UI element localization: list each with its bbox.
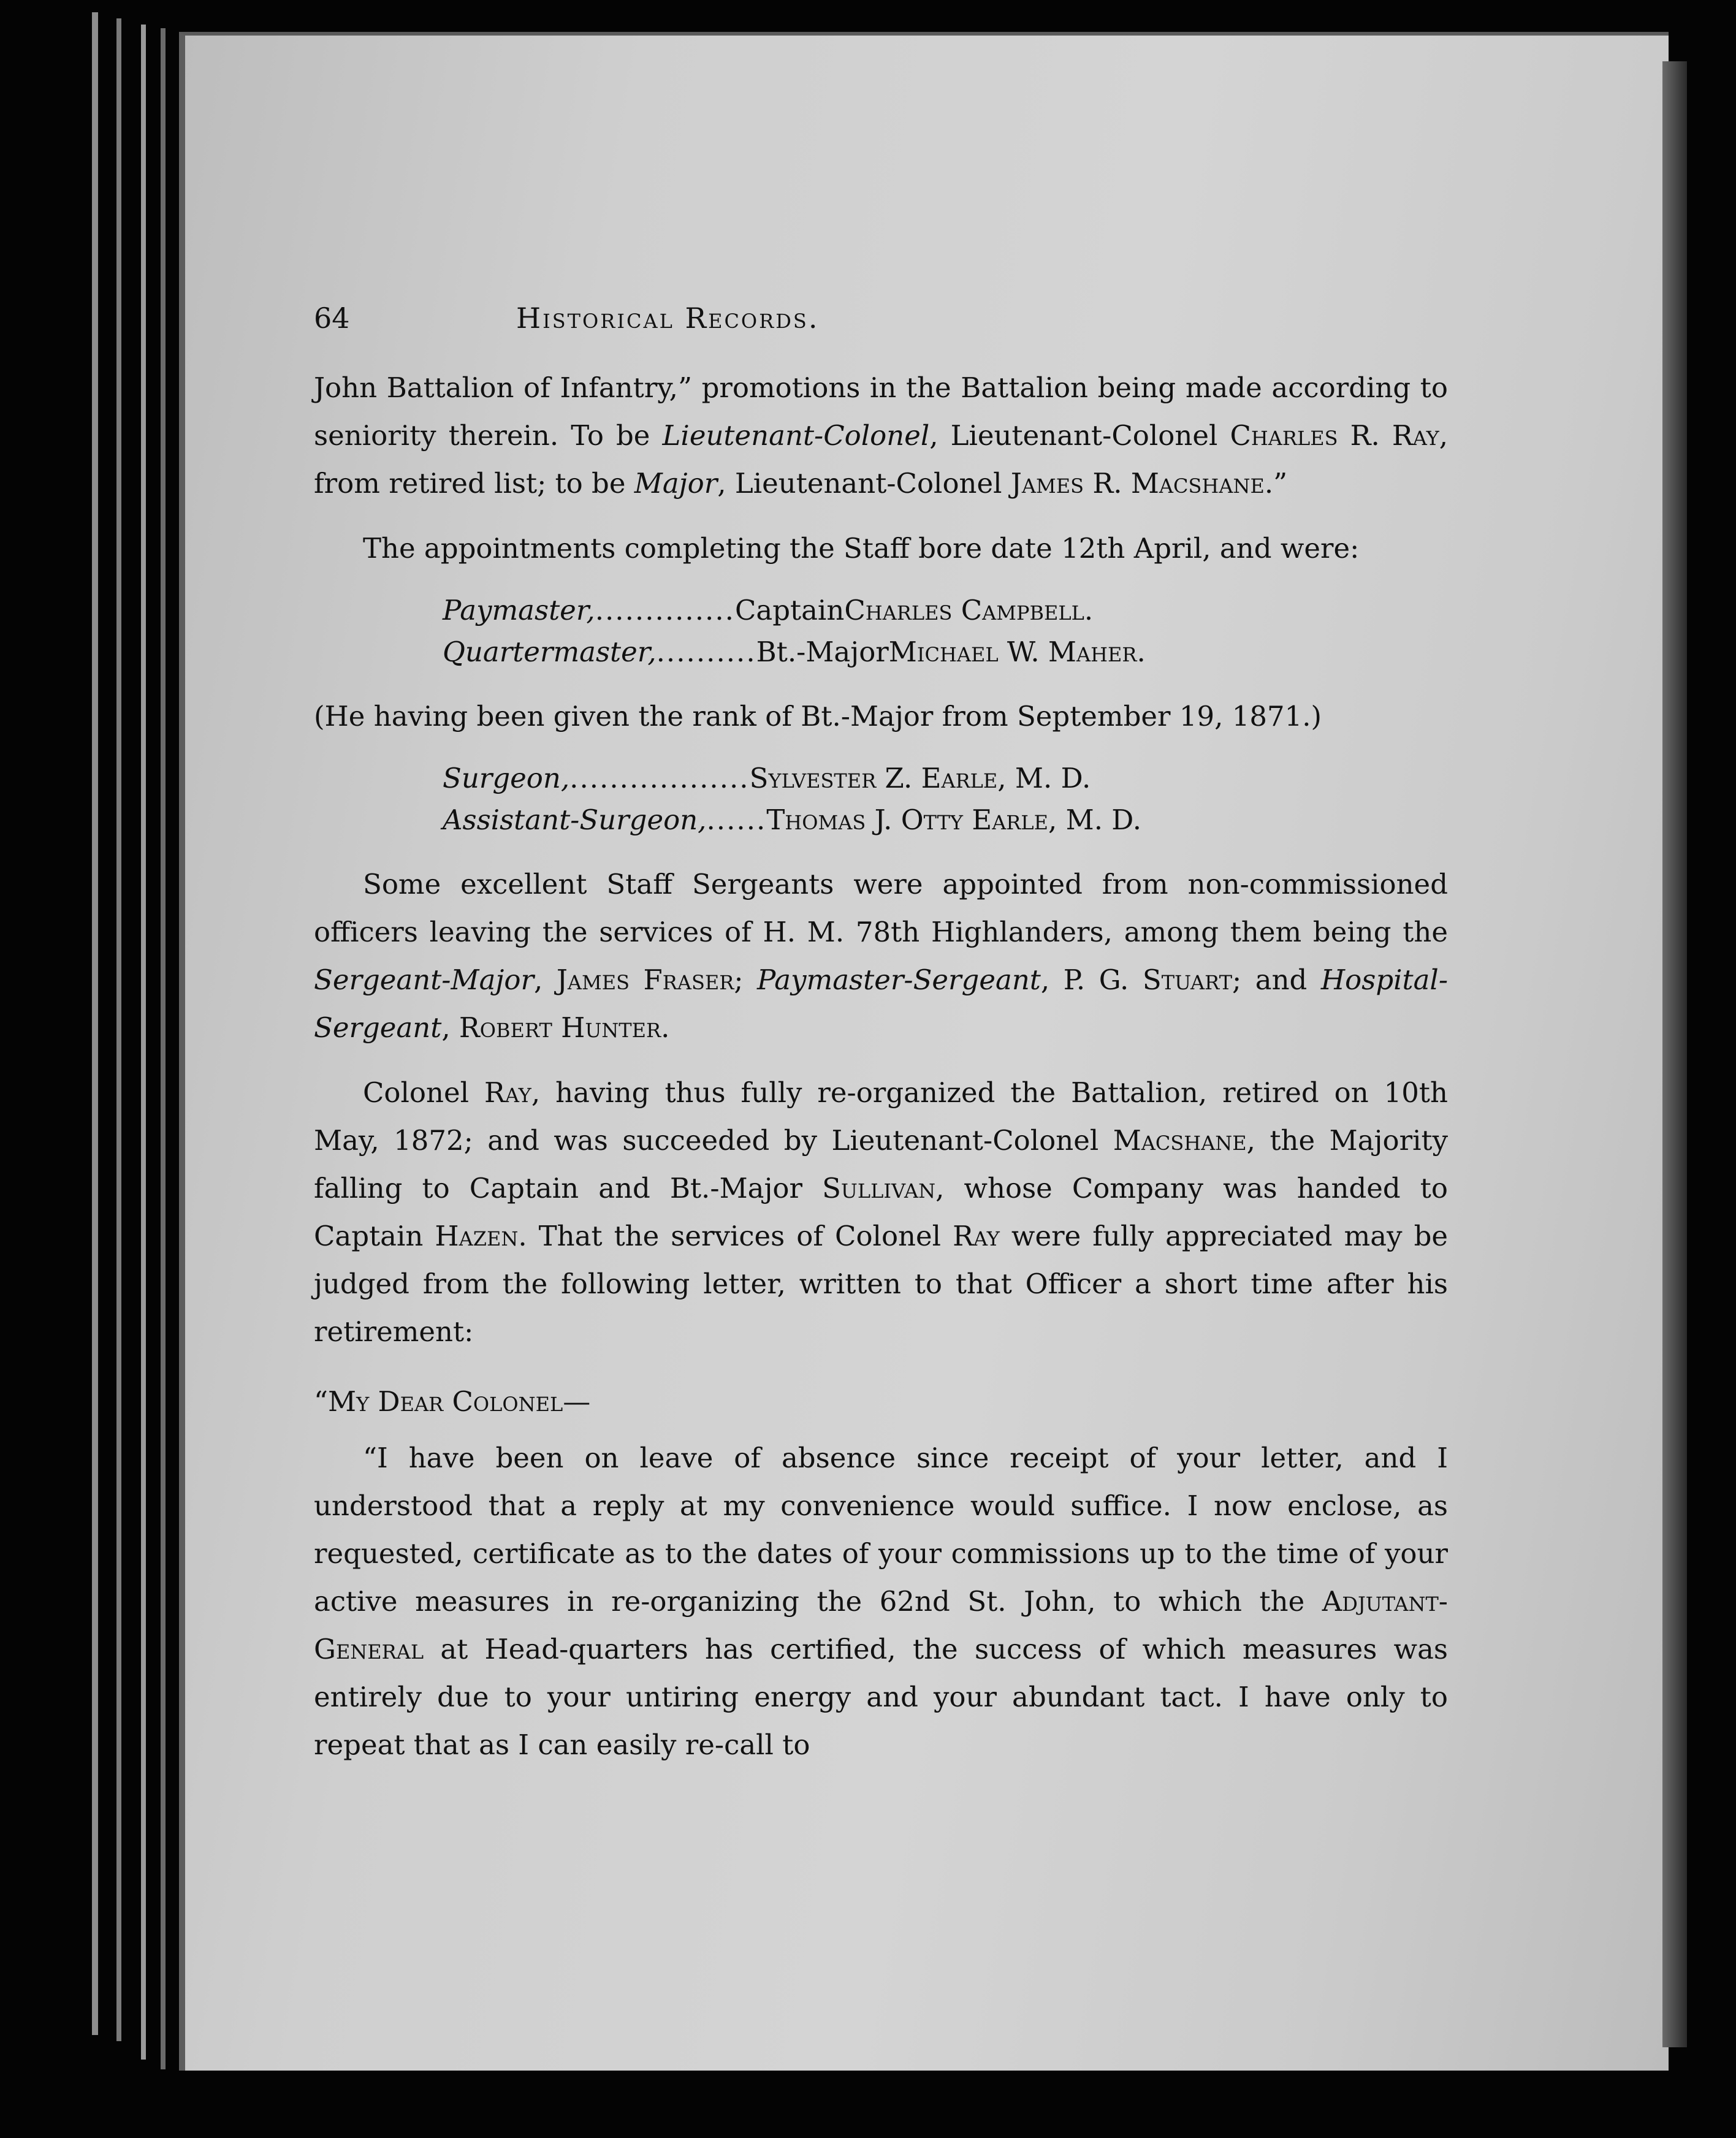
letter-paragraph: “I have been on leave of absence since receipt of your letter, and I understood that a reply at my convenience would suffice. I now enclose, as requested, certificate as to the dates of your commissions up to the time of your active measures in re-organizing the 62nd St. John, to which the Adjutant-General at Head-quarters has certified, the success of which measures was entirely due to your untiring energy and your abundant tact. I have only to repeat that as I can easily re-call to — [314, 1442, 1448, 1761]
letter-salutation: “My Dear Colonel— — [314, 1385, 591, 1418]
page-header — [314, 294, 1448, 349]
staff-row: Quartermaster, .......... Bt.-Major Michael W. Maher . — [443, 636, 1146, 668]
book-edge — [92, 12, 98, 2035]
page-number: 64 — [314, 302, 350, 335]
staff-row: Surgeon, .................. Sylvester Z. Earle , M. D. — [443, 762, 1091, 794]
paragraph: (He having been given the rank of Bt.-Major from September 19, 1871.) — [314, 700, 1322, 732]
paragraph: The appointments completing the Staff bore date 12th April, and were: — [363, 532, 1360, 565]
paragraph: Colonel Ray, having thus fully re-organized the Battalion, retired on 10th May, 1872; and was succeeded by Lieutenant-Colonel Macshane, the Majority falling to Captain and Bt.-Major Sullivan, whose Company was handed to Captain Hazen. That the services of Colonel Ray were fully appreciated may be judged from the following letter, written to that Officer a short time after his retirement: — [314, 1076, 1449, 1348]
paragraph: Some excellent Staff Sergeants were appointed from non-commissioned officers leaving the services of H. M. 78th Highlanders, among them being the Sergeant-Major, James Fraser; Paymaster-Sergeant, P. G. Stuart; and Hospital-Sergeant, Robert Hunter. — [314, 868, 1449, 1044]
running-title: Historical Records. — [516, 302, 820, 335]
staff-list — [314, 758, 1448, 841]
book-edge — [116, 18, 121, 2041]
paragraph: John Battalion of Infantry,” promotions in the Battalion being made according to seniority therein. To be Lieutenant-Colonel, Lieutenant-Colonel Charles R. Ray, from retired list; to be Major, Lieutenant-Colonel James R. Macshane.” — [314, 371, 1449, 500]
staff-row: Assistant-Surgeon, ...... Thomas J. Otty Earle , M. D. — [443, 804, 1142, 836]
book-edge — [161, 28, 166, 2069]
staff-list — [314, 590, 1448, 673]
page-text — [314, 294, 1448, 1786]
staff-row: Paymaster, .............. Captain Charles Campbell . — [443, 594, 1094, 626]
book-edge — [141, 25, 146, 2060]
book-spine — [1662, 61, 1687, 2047]
